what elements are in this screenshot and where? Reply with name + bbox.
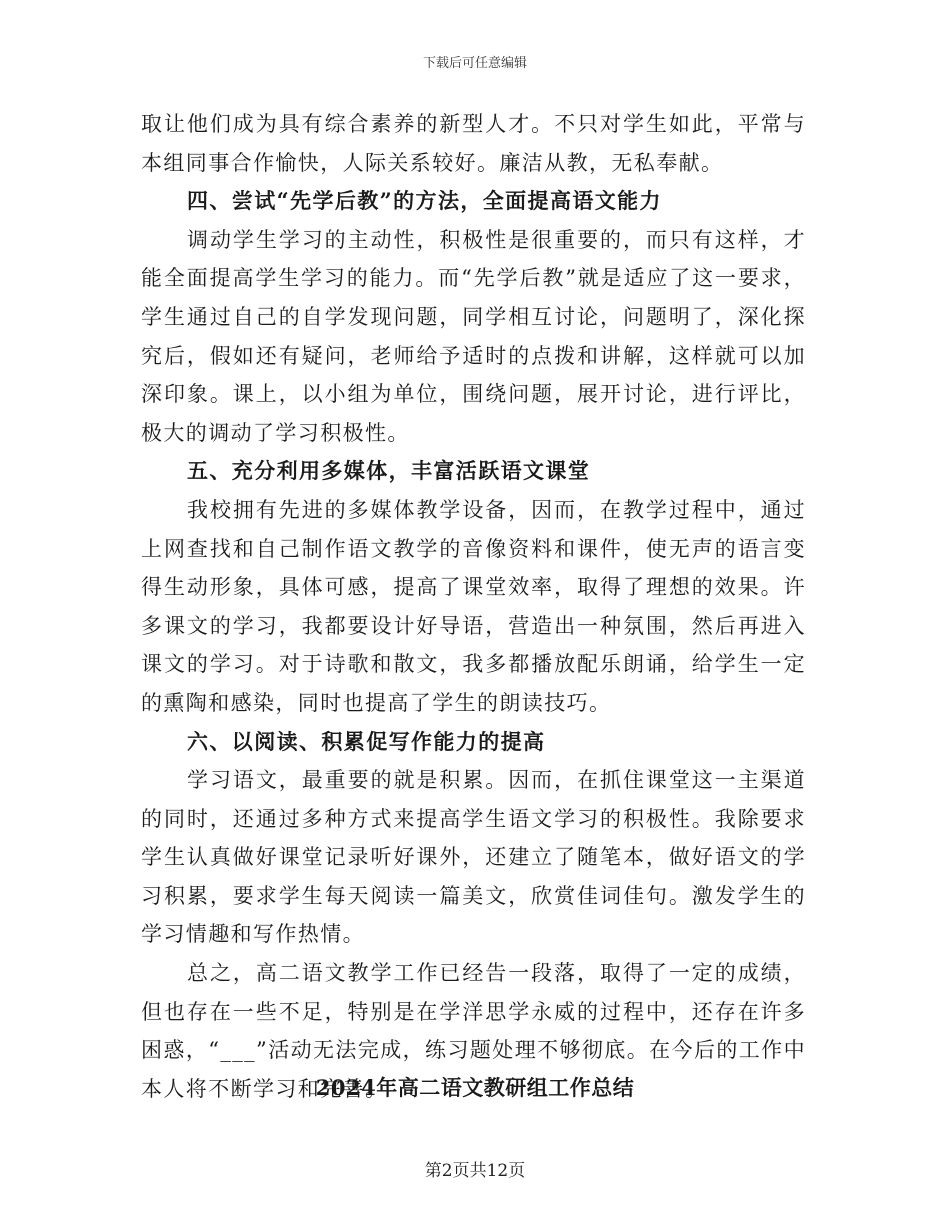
document-body: [141, 105, 806, 1108]
heading-section-4: 四、尝试“先学后教”的方法，全面提高语文能力: [187, 188, 662, 214]
paragraph-conclusion: 总之，高二语文教学工作已经告一段落，取得了一定的成绩，但也存在一些不足，特别是在学洋思学永威的过程中，还存在许多困惑，“___”活动无法完成，练习题处理不够彻底。在今后的工作中本人将不断学习和完善。: [141, 961, 806, 1101]
next-section-title: 2024年高二语文教研组工作总结: [315, 1075, 635, 1100]
page-number: 第2页共12页: [424, 1161, 526, 1181]
header-note: 下载后可任意编辑: [422, 56, 527, 71]
paragraph-continuation: 取让他们成为具有综合素养的新型人才。不只对学生如此，平常与本组同事合作愉快，人际关系较好。廉洁从教，无私奉献。: [141, 112, 806, 175]
paragraph-section-6: 学习语文，最重要的就是积累。因而，在抓住课堂这一主渠道的同时，还通过多种方式来提高学生语文学习的积极性。我除要求学生认真做好课堂记录听好课外，还建立了随笔本，做好语文的学习积累，要求学生每天阅读一篇美文，欣赏佳词佳句。激发学生的学习情趣和写作热情。: [141, 768, 806, 947]
paragraph-section-5: 我校拥有先进的多媒体教学设备，因而，在教学过程中，通过上网查找和自己制作语文教学的音像资料和课件，使无声的语言变得生动形象，具体可感，提高了课堂效率，取得了理想的效果。许多课文的学习，我都要设计好导语，营造出一种氛围，然后再进入课文的学习。对于诗歌和散文，我多都播放配乐朗诵，给学生一定的熏陶和感染，同时也提高了学生的朗读技巧。: [141, 497, 806, 715]
heading-section-6: 六、以阅读、积累促写作能力的提高: [187, 728, 546, 754]
heading-section-5: 五、充分利用多媒体，丰富活跃语文课堂: [187, 458, 591, 484]
paragraph-section-4: 调动学生学习的主动性，积极性是很重要的，而只有这样，才能全面提高学生学习的能力。而“先学后教”就是适应了这一要求，学生通过自己的自学发现问题，同学相互讨论，问题明了，深化探究后，假如还有疑问，老师给予适时的点拨和讲解，这样就可以加深印象。课上，以小组为单位，围绕问题，展开讨论，进行评比，极大的调动了学习积极性。: [141, 227, 806, 445]
